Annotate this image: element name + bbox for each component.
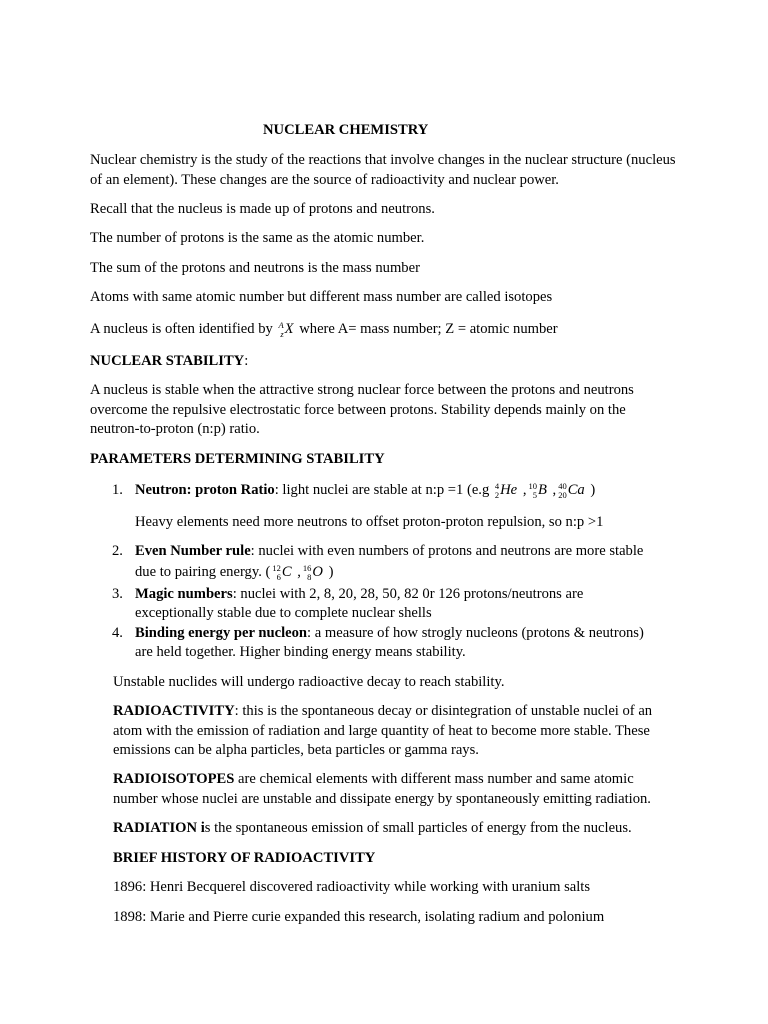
- radioisotopes-term: RADIOISOTOPES: [113, 771, 235, 787]
- nuclide-symbol: [278, 320, 293, 339]
- list-item-number: 2.: [112, 543, 123, 559]
- stability-summary: Unstable nuclides will undergo radioactive decay to reach stability.: [113, 674, 505, 690]
- list-item-binding-energy: [135, 624, 644, 643]
- list-item-continuation: due to pairing energy. ( 12 6 C , 16 8 O ): [135, 562, 334, 582]
- history-heading: BRIEF HISTORY OF RADIOACTIVITY: [113, 850, 376, 866]
- notation-prefix: A nucleus is often identified by: [90, 321, 277, 337]
- stability-heading-line: [90, 352, 248, 371]
- list-item-number: 3.: [112, 586, 123, 602]
- nuclide-mass: A: [278, 319, 284, 330]
- nuclide-calcium: 40 20 Ca: [558, 480, 585, 500]
- list-item-text: : nuclei with even numbers of protons and neutrons are more stable: [250, 543, 644, 559]
- stability-heading: NUCLEAR STABILITY: [90, 353, 245, 369]
- radiation-definition: s the spontaneous emission of small particles of energy from the nucleus.: [204, 820, 632, 836]
- list-item-title: Binding energy per nucleon: [135, 625, 308, 641]
- nuclide-carbon: 12 6 C: [272, 562, 292, 582]
- history-event: 1898: Marie and Pierre curie expanded this research, isolating radium and polonium: [113, 909, 605, 925]
- list-item-title: Neutron: proton Ratio: [135, 482, 275, 498]
- intro-paragraph: Nuclear chemistry is the study of the reactions that involve changes in the nuclear structure (nucleus of an element). These changes are the source of radioactivity and nuclear power.: [90, 152, 676, 188]
- radioactivity-paragraph: [113, 702, 678, 761]
- radioactivity-term: RADIOACTIVITY: [113, 703, 235, 719]
- nuclide-boron: 10 5 B: [528, 480, 547, 500]
- list-item-text: : nuclei with 2, 8, 20, 28, 50, 82 0r 126 protons/neutrons are: [232, 586, 584, 602]
- radiation-term: RADIATION i: [113, 820, 205, 836]
- intro-line-isotopes: Atoms with same atomic number but different mass number are called isotopes: [90, 289, 553, 305]
- nuclide-oxygen: 16 8 O: [302, 562, 323, 582]
- list-item-text: : a measure of how strogly nucleons (protons & neutrons): [307, 625, 644, 641]
- nuclide-z: z: [280, 328, 284, 339]
- radioisotopes-paragraph: [113, 770, 678, 809]
- parameters-heading: PARAMETERS DETERMINING STABILITY: [90, 451, 385, 467]
- list-item-np-ratio: Neutron: proton Ratio: light nuclei are stable at n:p =1 (e.g 4 2 He , 10 5 B , 40 20 Ca ): [135, 480, 596, 500]
- list-item-title: Even Number rule: [135, 543, 251, 559]
- stability-paragraph: A nucleus is stable when the attractive strong nuclear force between the protons and neutrons overcome the repulsive electrostatic force between protons. Stability depends mainly on the neutron-to-proton (n:p) ratio.: [90, 382, 634, 437]
- list-item-number: 4.: [112, 625, 123, 641]
- list-item-even-number-rule: [135, 542, 643, 561]
- list-item-continuation: exceptionally stable due to complete nuclear shells: [135, 605, 432, 621]
- list-item-continuation: are held together. Higher binding energy means stability.: [135, 644, 466, 660]
- radiation-paragraph: [113, 819, 632, 838]
- history-event: 1896: Henri Becquerel discovered radioactivity while working with uranium salts: [113, 879, 591, 895]
- list-item-title: Magic numbers: [135, 586, 233, 602]
- nuclide-letter: X: [284, 321, 294, 338]
- radioisotopes-definition: are chemical elements with different mass number and same atomic number whose nuclei are unstable and dissipate energy by spontaneously emitting radiation.: [113, 771, 651, 807]
- stability-heading-colon: :: [244, 353, 249, 369]
- intro-line-mass-number: The sum of the protons and neutrons is the mass number: [90, 260, 420, 276]
- notation-suffix: where A= mass number; Z = atomic number: [295, 321, 558, 337]
- radioactivity-definition: : this is the spontaneous decay or disintegration of unstable nuclei of an atom with the emission of radiation and large quantity of heat to become more stable. These emissions can be alpha particles, beta particles or gamma rays.: [113, 703, 653, 758]
- intro-line-protons-neutrons: Recall that the nucleus is made up of protons and neutrons.: [90, 201, 435, 217]
- document-title: NUCLEAR CHEMISTRY: [263, 122, 429, 138]
- nuclide-helium: 4 2 He: [494, 480, 518, 500]
- list-item-note: Heavy elements need more neutrons to offset proton-proton repulsion, so n:p >1: [135, 514, 604, 530]
- intro-line-atomic-number: The number of protons is the same as the atomic number.: [90, 230, 425, 246]
- nucleus-notation-line: [90, 320, 558, 339]
- list-item-number: 1.: [112, 482, 123, 498]
- list-item-text: : light nuclei are stable at n:p =1 (e.g: [274, 482, 493, 498]
- list-item-magic-numbers: [135, 585, 583, 604]
